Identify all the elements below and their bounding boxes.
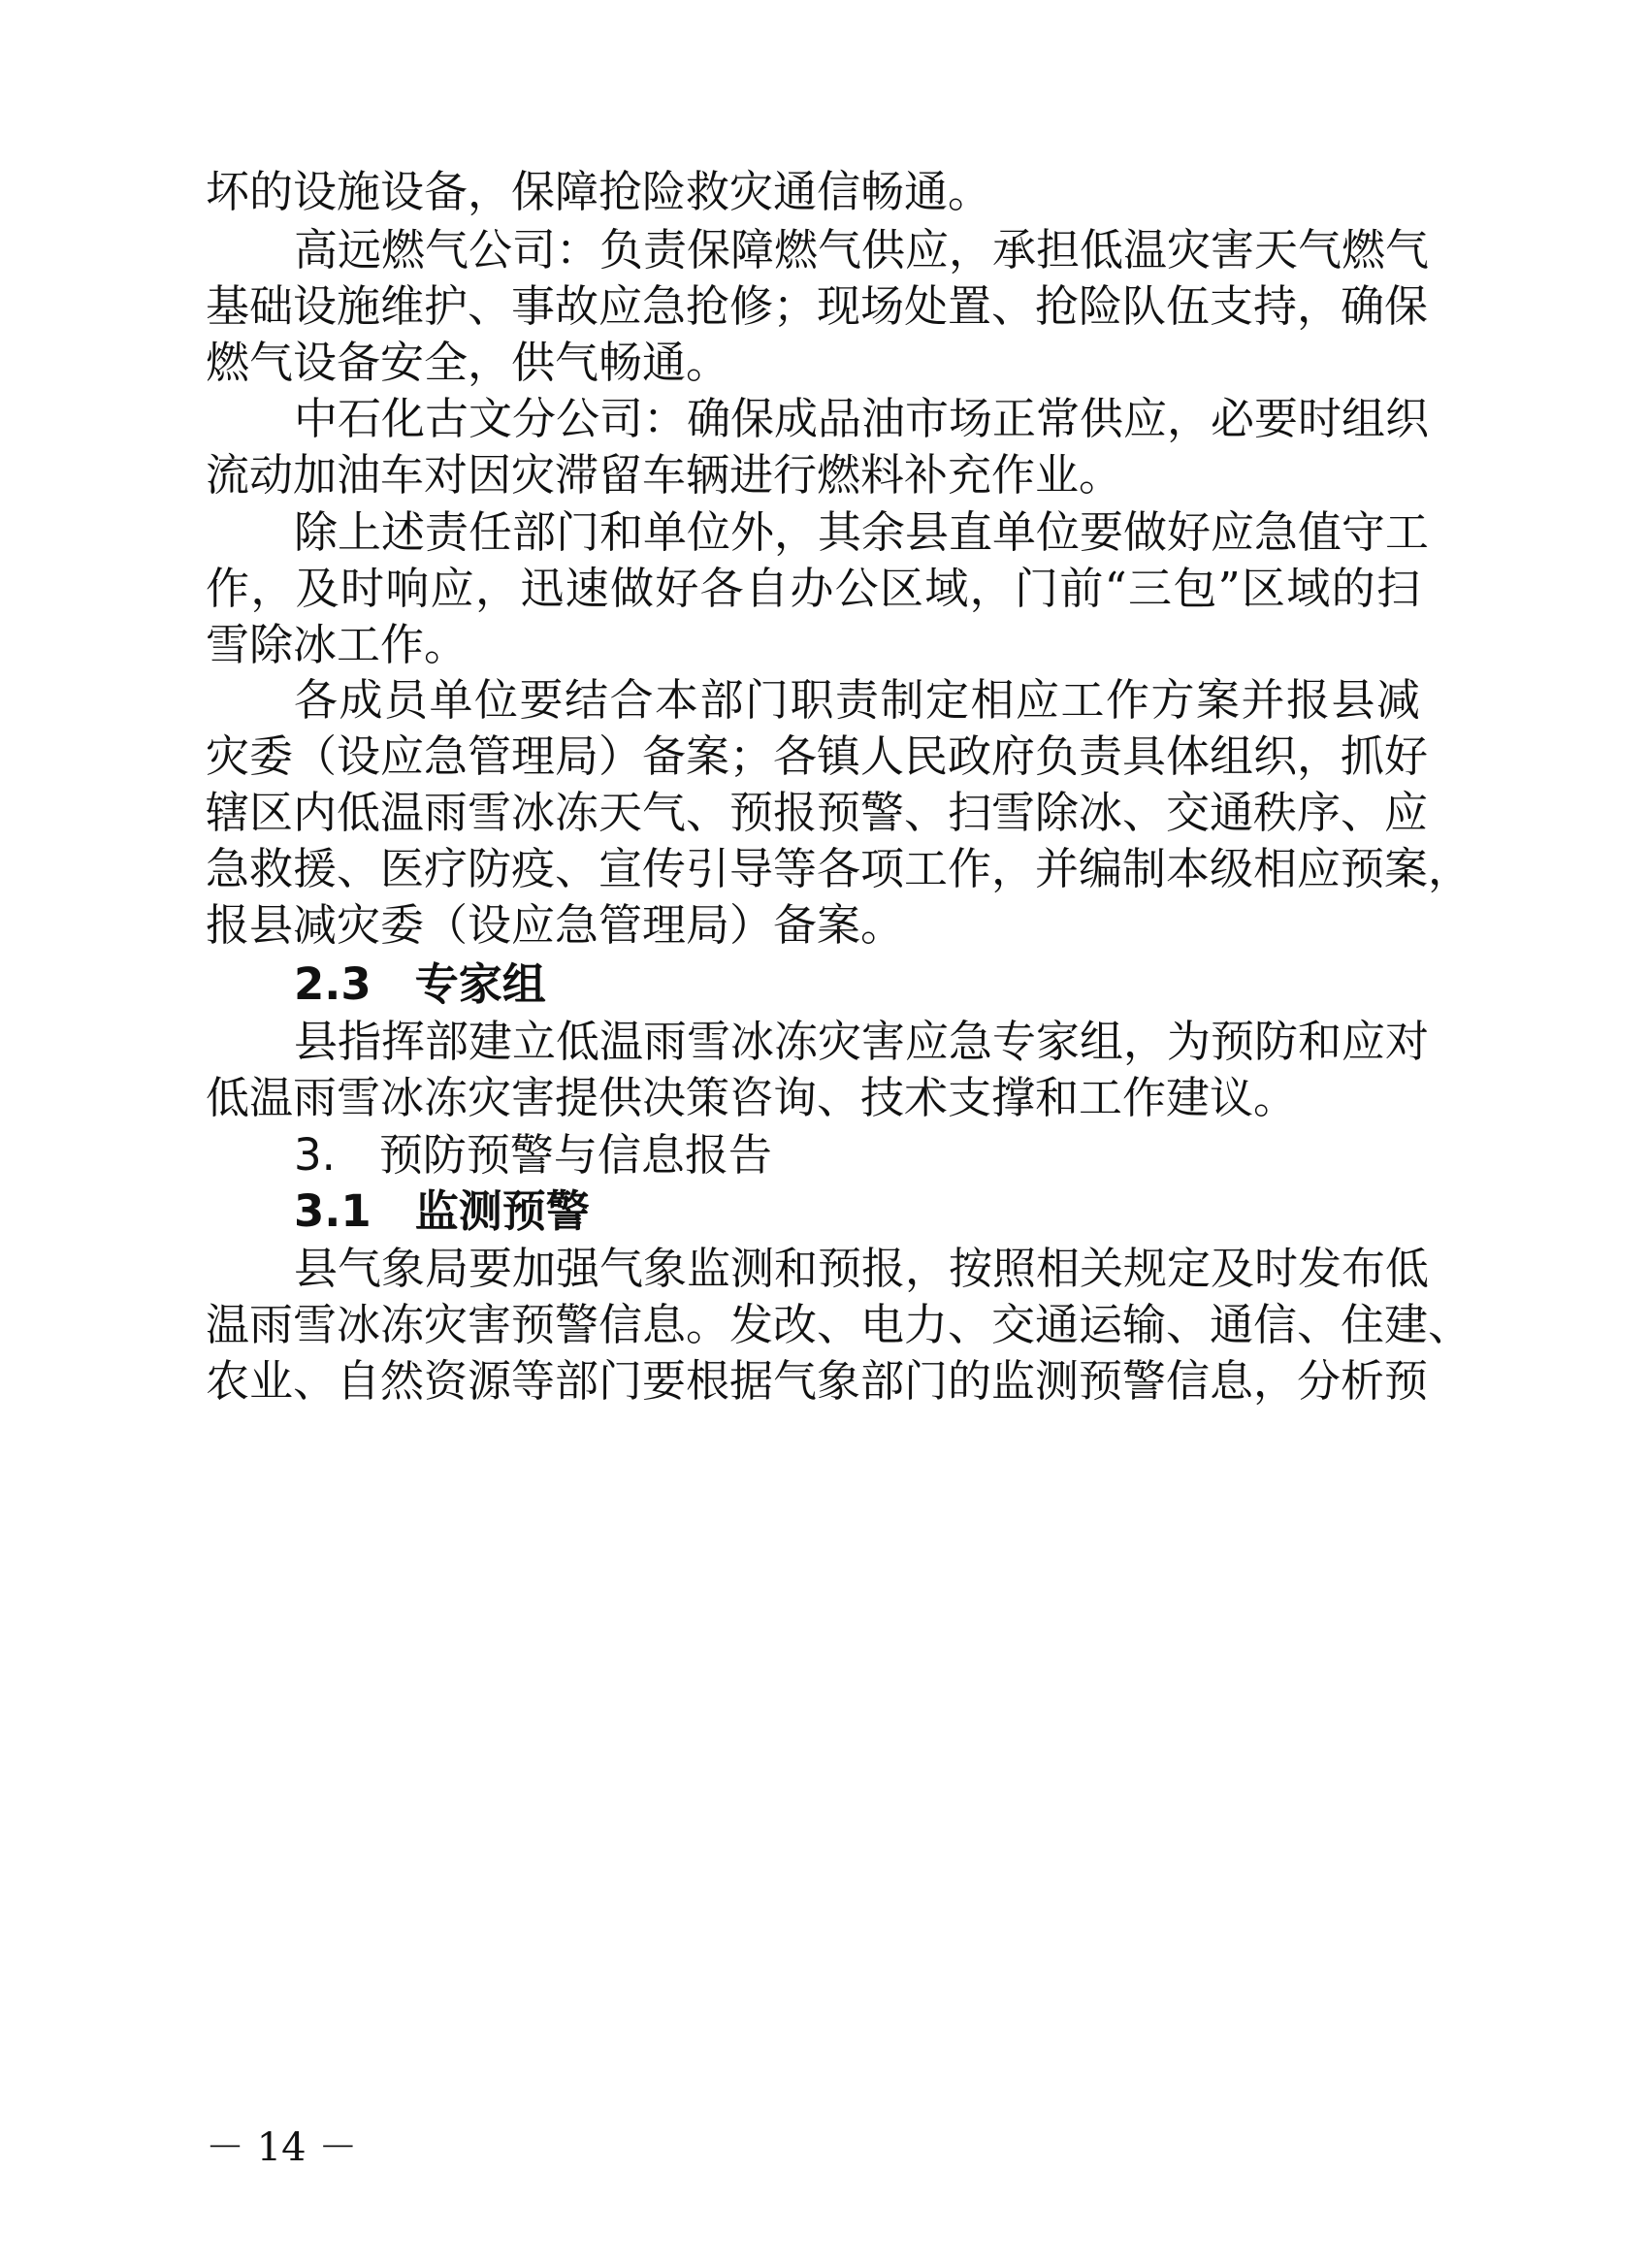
text-line: 农业、自然资源等部门要根据气象部门的监测预警信息，分析预 <box>206 1355 1429 1407</box>
text-line: 县气象局要加强气象监测和预报，按照相关规定及时发布低 <box>294 1243 1430 1294</box>
page-number: － 14 － <box>206 2125 358 2170</box>
text-line: 辖区内低温雨雪冰冻天气、预报预警、扫雪除冰、交通秩序、应 <box>206 787 1429 838</box>
text-line: 燃气设备安全，供气畅通。 <box>206 337 730 388</box>
text-line: 作，及时响应，迅速做好各自办公区域，门前“三包”区域的扫 <box>206 563 1420 614</box>
text-line: 中石化古文分公司：确保成品油市场正常供应，必要时组织 <box>294 393 1430 444</box>
section-heading-2-3: 2.3 专家组 <box>294 958 546 1010</box>
text-line: 流动加油车对因灾滞留车辆进行燃料补充作业。 <box>206 449 1123 501</box>
text-line: 除上述责任部门和单位外，其余县直单位要做好应急值守工 <box>294 506 1430 558</box>
section-heading-3: 3. 预防预警与信息报告 <box>294 1129 772 1181</box>
section-heading-3-1: 3.1 监测预警 <box>294 1185 590 1237</box>
text-line: 坏的设施设备，保障抢险救灾通信畅通。 <box>206 166 992 217</box>
text-line: 急救援、医疗防疫、宣传引导等各项工作，并编制本级相应预案， <box>206 843 1472 894</box>
text-line: 基础设施维护、事故应急抢修；现场处置、抢险队伍支持，确保 <box>206 280 1429 332</box>
text-line: 县指挥部建立低温雨雪冰冻灾害应急专家组，为预防和应对 <box>294 1016 1430 1067</box>
text-line: 报县减灾委（设应急管理局）备案。 <box>206 899 905 951</box>
text-line: 雪除冰工作。 <box>206 619 469 670</box>
text-line: 温雨雪冰冻灾害预警信息。发改、电力、交通运输、通信、住建、 <box>206 1299 1472 1350</box>
text-line: 各成员单位要结合本部门职责制定相应工作方案并报县减 <box>294 674 1420 726</box>
text-line: 灾委（设应急管理局）备案；各镇人民政府负责具体组织，抓好 <box>206 730 1429 782</box>
text-line: 低温雨雪冰冻灾害提供决策咨询、技术支撑和工作建议。 <box>206 1072 1298 1123</box>
text-line: 高远燃气公司：负责保障燃气供应，承担低温灾害天气燃气 <box>294 224 1430 275</box>
